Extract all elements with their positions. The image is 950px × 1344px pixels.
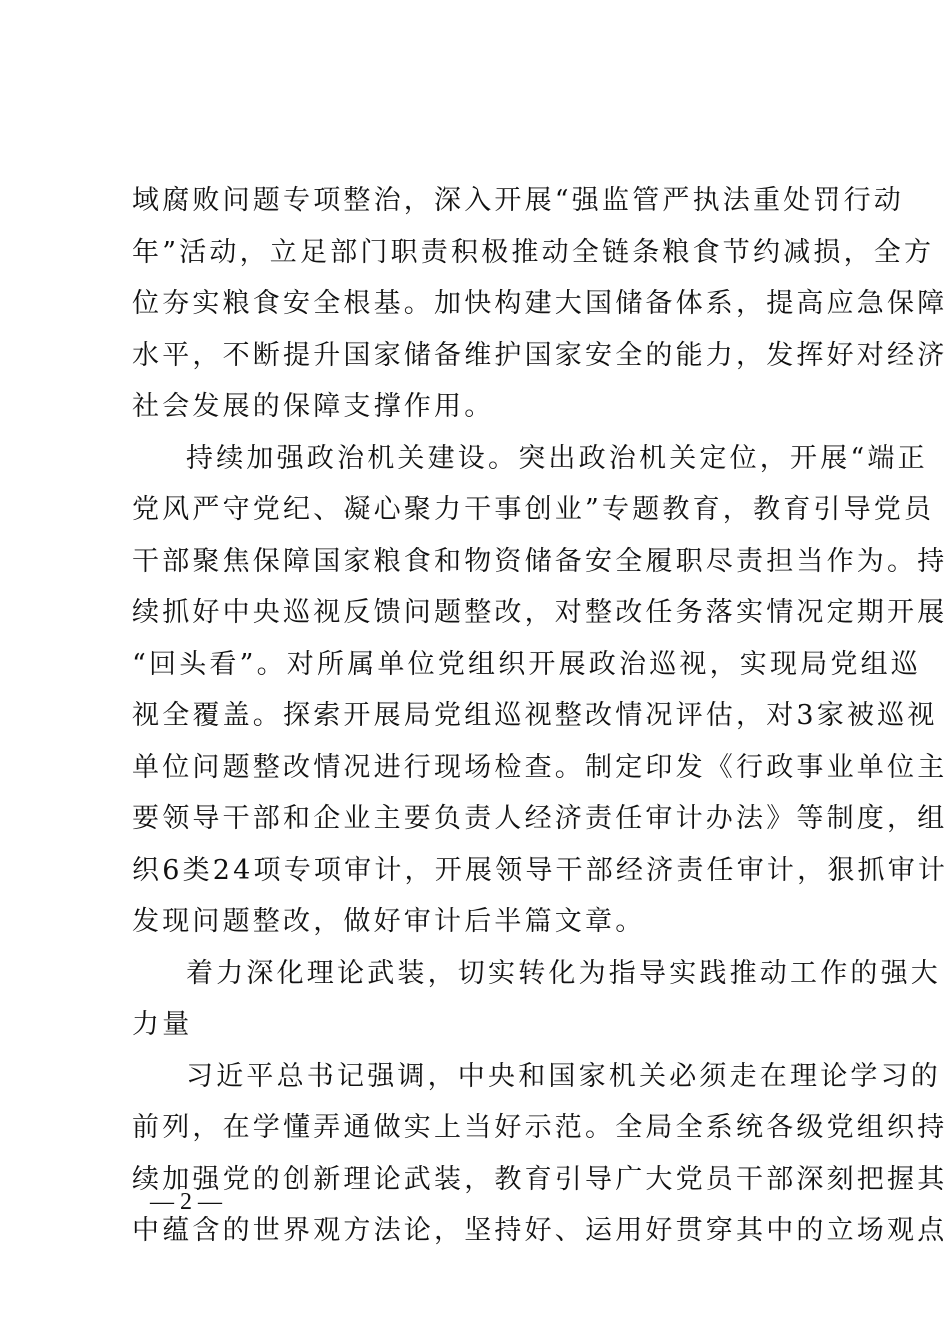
text-line: 域腐败问题专项整治，深入开展“强监管严执法重处罚行动	[132, 185, 905, 216]
text-line: 党风严守党纪、凝心聚力干事创业”专题教育，教育引导党员	[132, 494, 935, 525]
text-line: 中蕴含的世界观方法论，坚持好、运用好贯穿其中的立场观点	[132, 1215, 948, 1246]
page-number: — 2 —	[150, 1189, 222, 1215]
paragraph-4	[132, 1057, 948, 1263]
text-line: 持续加强政治机关建设。突出政治机关定位，开展“端正	[186, 442, 928, 474]
text-line: 位夯实粮食安全根基。加快构建大国储备体系，提高应急保障	[132, 288, 948, 319]
text-line: 要领导干部和企业主要负责人经济责任审计办法》等制度，组	[132, 803, 948, 834]
text-line: 织6类24项专项审计，开展领导干部经济责任审计，狠抓审计	[132, 854, 949, 886]
text-line: 发现问题整改，做好审计后半篇文章。	[132, 906, 646, 937]
text-line: 干部聚焦保障国家粮食和物资储备安全履职尽责担当作为。持	[132, 545, 948, 577]
paragraph-1	[132, 181, 948, 439]
text-line: 续抓好中央巡视反馈问题整改，对整改任务落实情况定期开展	[132, 597, 948, 628]
text-line: 续加强党的创新理论武装，教育引导广大党员干部深刻把握其	[132, 1163, 948, 1195]
text-line: 着力深化理论武装，切实转化为指导实践推动工作的强大	[186, 957, 941, 989]
text-line: 社会发展的保障支撑作用。	[132, 391, 495, 422]
text-line: 习近平总书记强调，中央和国家机关必须走在理论学习的	[186, 1060, 941, 1092]
text-line: 前列，在学懂弄通做实上当好示范。全局全系统各级党组织持	[132, 1112, 948, 1143]
text-line: 视全覆盖。探索开展局党组巡视整改情况评估，对3家被巡视	[132, 700, 938, 731]
text-line: 水平，不断提升国家储备维护国家安全的能力，发挥好对经济	[132, 339, 948, 371]
text-line: 年”活动，立足部门职责积极推动全链条粮食节约减损，全方	[132, 236, 935, 268]
body-text	[132, 181, 949, 1263]
section-heading	[132, 954, 941, 1057]
text-line: “回头看”。对所属单位党组织开展政治巡视，实现局党组巡	[132, 648, 922, 680]
paragraph-2	[132, 439, 949, 954]
text-line: 力量	[132, 1009, 193, 1040]
text-line: 单位问题整改情况进行现场检查。制定印发《行政事业单位主	[132, 751, 948, 783]
